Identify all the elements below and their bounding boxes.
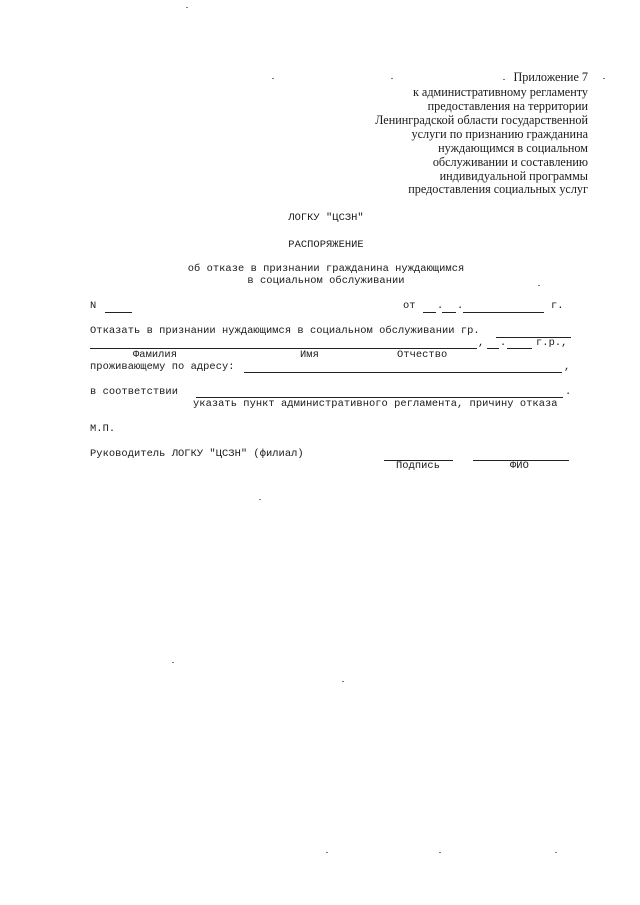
scan-speck: [439, 852, 441, 853]
scan-speck: [326, 852, 328, 853]
appendix-line: услуги по признанию гражданина: [411, 127, 588, 141]
appendix-line: нуждающимся в социальном: [438, 141, 588, 155]
scan-speck: [603, 78, 605, 79]
accordance-caption: указать пункт административного регламента, причину отказа: [193, 398, 558, 410]
scan-speck: [172, 662, 174, 663]
name-comma: ,: [478, 337, 485, 349]
signature-caption: Подпись: [396, 460, 440, 472]
document-title: РАСПОРЯЖЕНИЕ: [288, 239, 364, 251]
accordance-period: .: [565, 386, 572, 398]
scan-speck: [538, 285, 540, 286]
number-label: N: [90, 300, 97, 312]
caption-middle-name: Отчество: [397, 349, 448, 361]
date-suffix: г.: [551, 300, 564, 312]
number-field[interactable]: [105, 312, 132, 313]
subject-line-1: об отказе в признании гражданина нуждающимся: [187, 263, 465, 275]
address-label: проживающему по адресу:: [90, 361, 235, 373]
stamp-label: М.П.: [90, 423, 116, 435]
date-day-field[interactable]: [423, 312, 436, 313]
scan-speck: [503, 79, 505, 80]
appendix-line: Приложение 7: [513, 70, 588, 84]
fio-caption: ФИО: [510, 460, 529, 472]
date-separator: .: [457, 300, 464, 312]
birth-year-field[interactable]: [507, 348, 532, 349]
scan-speck: [391, 78, 393, 79]
scan-speck: [342, 681, 344, 682]
address-field[interactable]: [244, 372, 562, 373]
birth-separator: .: [500, 337, 507, 349]
appendix-line: индивидуальной программы: [439, 169, 588, 183]
date-year-field[interactable]: [463, 312, 544, 313]
date-separator: .: [437, 300, 444, 312]
scan-speck: [259, 499, 261, 500]
appendix-line: к административному регламенту: [412, 85, 588, 99]
appendix-line: предоставления социальных услуг: [408, 182, 588, 196]
subject-line-2: в социальном обслуживании: [247, 275, 405, 287]
org-name: ЛОГКУ "ЦСЗН": [288, 212, 364, 224]
accordance-label: в соответствии: [90, 386, 178, 398]
head-label: Руководитель ЛОГКУ "ЦСЗН" (филиал): [90, 448, 304, 460]
scan-speck: [555, 852, 557, 853]
caption-last-name: Фамилия: [133, 349, 177, 361]
address-comma: ,: [564, 361, 571, 373]
caption-first-name: Имя: [300, 349, 319, 361]
birth-day-field[interactable]: [487, 348, 499, 349]
appendix-line: предоставления на территории: [427, 99, 588, 113]
birth-suffix: г.р.,: [536, 337, 568, 349]
scan-speck: [186, 7, 188, 8]
scan-speck: [272, 78, 274, 79]
date-month-field[interactable]: [442, 312, 456, 313]
appendix-line: обслуживании и составлению: [432, 155, 588, 169]
appendix-line: Ленинградской области государственной: [375, 113, 588, 127]
refuse-text: Отказать в признании нуждающимся в социальном обслуживании гр.: [90, 325, 480, 337]
date-prefix: от: [403, 300, 416, 312]
